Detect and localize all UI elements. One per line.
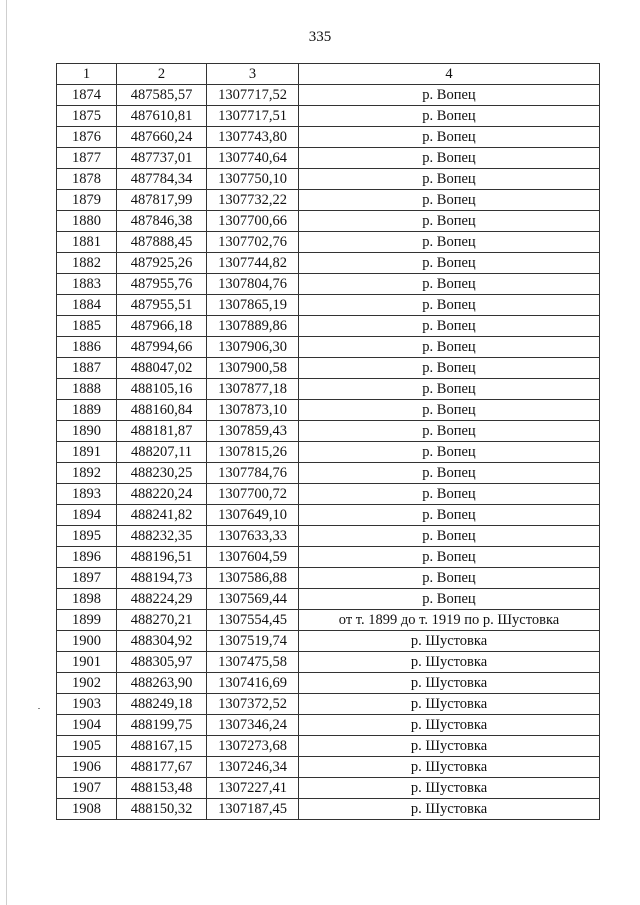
description-cell: р. Шустовка [299, 736, 600, 757]
description-cell: от т. 1899 до т. 1919 по р. Шустовка [299, 610, 600, 631]
coordinates-table [56, 63, 600, 820]
table-row [57, 757, 600, 778]
y-coordinate-cell: 1307873,10 [207, 400, 299, 421]
description-cell: р. Вопец [299, 442, 600, 463]
table-row [57, 568, 600, 589]
x-coordinate-cell: 487610,81 [117, 106, 207, 127]
y-coordinate-cell: 1307227,41 [207, 778, 299, 799]
y-coordinate-cell: 1307732,22 [207, 190, 299, 211]
point-number-cell: 1882 [57, 253, 117, 274]
description-cell: р. Вопец [299, 274, 600, 295]
table-row [57, 778, 600, 799]
column-header-description: 4 [299, 64, 600, 85]
y-coordinate-cell: 1307475,58 [207, 652, 299, 673]
description-cell: р. Вопец [299, 148, 600, 169]
table-row [57, 232, 600, 253]
table-row [57, 463, 600, 484]
y-coordinate-cell: 1307633,33 [207, 526, 299, 547]
point-number-cell: 1901 [57, 652, 117, 673]
point-number-cell: 1874 [57, 85, 117, 106]
point-number-cell: 1879 [57, 190, 117, 211]
x-coordinate-cell: 488153,48 [117, 778, 207, 799]
y-coordinate-cell: 1307906,30 [207, 337, 299, 358]
y-coordinate-cell: 1307702,76 [207, 232, 299, 253]
x-coordinate-cell: 487585,57 [117, 85, 207, 106]
y-coordinate-cell: 1307717,51 [207, 106, 299, 127]
point-number-cell: 1904 [57, 715, 117, 736]
table-row [57, 442, 600, 463]
point-number-cell: 1899 [57, 610, 117, 631]
description-cell: р. Вопец [299, 547, 600, 568]
description-cell: р. Вопец [299, 484, 600, 505]
table-row [57, 673, 600, 694]
x-coordinate-cell: 488220,24 [117, 484, 207, 505]
table-body [57, 85, 600, 820]
table-row [57, 400, 600, 421]
x-coordinate-cell: 487660,24 [117, 127, 207, 148]
y-coordinate-cell: 1307740,64 [207, 148, 299, 169]
point-number-cell: 1905 [57, 736, 117, 757]
y-coordinate-cell: 1307700,72 [207, 484, 299, 505]
description-cell: р. Шустовка [299, 757, 600, 778]
x-coordinate-cell: 487955,76 [117, 274, 207, 295]
y-coordinate-cell: 1307815,26 [207, 442, 299, 463]
description-cell: р. Вопец [299, 85, 600, 106]
table-row [57, 358, 600, 379]
table-row [57, 631, 600, 652]
x-coordinate-cell: 488249,18 [117, 694, 207, 715]
point-number-cell: 1903 [57, 694, 117, 715]
description-cell: р. Вопец [299, 463, 600, 484]
table-row [57, 295, 600, 316]
y-coordinate-cell: 1307700,66 [207, 211, 299, 232]
table-row [57, 505, 600, 526]
table-header-row [57, 64, 600, 85]
description-cell: р. Вопец [299, 316, 600, 337]
x-coordinate-cell: 488207,11 [117, 442, 207, 463]
table-row [57, 421, 600, 442]
y-coordinate-cell: 1307372,52 [207, 694, 299, 715]
description-cell: р. Вопец [299, 505, 600, 526]
description-cell: р. Вопец [299, 106, 600, 127]
column-header-y-coordinate: 3 [207, 64, 299, 85]
y-coordinate-cell: 1307743,80 [207, 127, 299, 148]
table-row [57, 652, 600, 673]
description-cell: р. Шустовка [299, 673, 600, 694]
point-number-cell: 1891 [57, 442, 117, 463]
x-coordinate-cell: 487737,01 [117, 148, 207, 169]
y-coordinate-cell: 1307519,74 [207, 631, 299, 652]
point-number-cell: 1881 [57, 232, 117, 253]
point-number-cell: 1893 [57, 484, 117, 505]
y-coordinate-cell: 1307416,69 [207, 673, 299, 694]
y-coordinate-cell: 1307649,10 [207, 505, 299, 526]
table-row [57, 799, 600, 820]
x-coordinate-cell: 488232,35 [117, 526, 207, 547]
x-coordinate-cell: 487817,99 [117, 190, 207, 211]
description-cell: р. Вопец [299, 295, 600, 316]
y-coordinate-cell: 1307859,43 [207, 421, 299, 442]
table-row [57, 190, 600, 211]
table-row [57, 316, 600, 337]
point-number-cell: 1900 [57, 631, 117, 652]
y-coordinate-cell: 1307346,24 [207, 715, 299, 736]
point-number-cell: 1886 [57, 337, 117, 358]
x-coordinate-cell: 488047,02 [117, 358, 207, 379]
point-number-cell: 1902 [57, 673, 117, 694]
y-coordinate-cell: 1307750,10 [207, 169, 299, 190]
description-cell: р. Шустовка [299, 799, 600, 820]
table-row [57, 484, 600, 505]
description-cell: р. Вопец [299, 400, 600, 421]
table-row [57, 736, 600, 757]
y-coordinate-cell: 1307744,82 [207, 253, 299, 274]
point-number-cell: 1898 [57, 589, 117, 610]
y-coordinate-cell: 1307900,58 [207, 358, 299, 379]
description-cell: р. Шустовка [299, 631, 600, 652]
point-number-cell: 1887 [57, 358, 117, 379]
description-cell: р. Вопец [299, 211, 600, 232]
description-cell: р. Вопец [299, 358, 600, 379]
x-coordinate-cell: 488270,21 [117, 610, 207, 631]
y-coordinate-cell: 1307246,34 [207, 757, 299, 778]
table-row [57, 715, 600, 736]
point-number-cell: 1908 [57, 799, 117, 820]
table-row [57, 211, 600, 232]
x-coordinate-cell: 488150,32 [117, 799, 207, 820]
description-cell: р. Вопец [299, 190, 600, 211]
point-number-cell: 1895 [57, 526, 117, 547]
x-coordinate-cell: 488241,82 [117, 505, 207, 526]
point-number-cell: 1897 [57, 568, 117, 589]
x-coordinate-cell: 488181,87 [117, 421, 207, 442]
table-row [57, 589, 600, 610]
table-row [57, 379, 600, 400]
description-cell: р. Шустовка [299, 694, 600, 715]
table-row [57, 547, 600, 568]
x-coordinate-cell: 488199,75 [117, 715, 207, 736]
x-coordinate-cell: 487888,45 [117, 232, 207, 253]
point-number-cell: 1885 [57, 316, 117, 337]
x-coordinate-cell: 488305,97 [117, 652, 207, 673]
point-number-cell: 1875 [57, 106, 117, 127]
x-coordinate-cell: 487966,18 [117, 316, 207, 337]
point-number-cell: 1876 [57, 127, 117, 148]
x-coordinate-cell: 488194,73 [117, 568, 207, 589]
description-cell: р. Шустовка [299, 778, 600, 799]
page-edge-line [6, 0, 7, 905]
description-cell: р. Вопец [299, 337, 600, 358]
scan-speck [38, 708, 40, 709]
point-number-cell: 1884 [57, 295, 117, 316]
description-cell: р. Вопец [299, 379, 600, 400]
table-row [57, 85, 600, 106]
y-coordinate-cell: 1307273,68 [207, 736, 299, 757]
y-coordinate-cell: 1307717,52 [207, 85, 299, 106]
x-coordinate-cell: 487784,34 [117, 169, 207, 190]
table-row [57, 337, 600, 358]
description-cell: р. Шустовка [299, 715, 600, 736]
point-number-cell: 1877 [57, 148, 117, 169]
column-header-x-coordinate: 2 [117, 64, 207, 85]
point-number-cell: 1883 [57, 274, 117, 295]
point-number-cell: 1890 [57, 421, 117, 442]
point-number-cell: 1892 [57, 463, 117, 484]
table-row [57, 274, 600, 295]
point-number-cell: 1888 [57, 379, 117, 400]
x-coordinate-cell: 488167,15 [117, 736, 207, 757]
table-row [57, 169, 600, 190]
table-row [57, 526, 600, 547]
x-coordinate-cell: 488177,67 [117, 757, 207, 778]
table-row [57, 148, 600, 169]
point-number-cell: 1894 [57, 505, 117, 526]
x-coordinate-cell: 488230,25 [117, 463, 207, 484]
description-cell: р. Шустовка [299, 652, 600, 673]
x-coordinate-cell: 488304,92 [117, 631, 207, 652]
y-coordinate-cell: 1307804,76 [207, 274, 299, 295]
y-coordinate-cell: 1307877,18 [207, 379, 299, 400]
point-number-cell: 1889 [57, 400, 117, 421]
y-coordinate-cell: 1307604,59 [207, 547, 299, 568]
x-coordinate-cell: 488196,51 [117, 547, 207, 568]
description-cell: р. Вопец [299, 568, 600, 589]
y-coordinate-cell: 1307784,76 [207, 463, 299, 484]
description-cell: р. Вопец [299, 421, 600, 442]
point-number-cell: 1880 [57, 211, 117, 232]
table-row [57, 610, 600, 631]
table-row [57, 694, 600, 715]
x-coordinate-cell: 488105,16 [117, 379, 207, 400]
x-coordinate-cell: 487994,66 [117, 337, 207, 358]
description-cell: р. Вопец [299, 589, 600, 610]
point-number-cell: 1878 [57, 169, 117, 190]
x-coordinate-cell: 488263,90 [117, 673, 207, 694]
y-coordinate-cell: 1307586,88 [207, 568, 299, 589]
description-cell: р. Вопец [299, 526, 600, 547]
description-cell: р. Вопец [299, 253, 600, 274]
description-cell: р. Вопец [299, 169, 600, 190]
y-coordinate-cell: 1307187,45 [207, 799, 299, 820]
y-coordinate-cell: 1307569,44 [207, 589, 299, 610]
point-number-cell: 1906 [57, 757, 117, 778]
x-coordinate-cell: 488160,84 [117, 400, 207, 421]
x-coordinate-cell: 487925,26 [117, 253, 207, 274]
table-row [57, 127, 600, 148]
x-coordinate-cell: 487955,51 [117, 295, 207, 316]
description-cell: р. Вопец [299, 232, 600, 253]
y-coordinate-cell: 1307865,19 [207, 295, 299, 316]
x-coordinate-cell: 488224,29 [117, 589, 207, 610]
y-coordinate-cell: 1307889,86 [207, 316, 299, 337]
column-header-point-number: 1 [57, 64, 117, 85]
table-row [57, 106, 600, 127]
y-coordinate-cell: 1307554,45 [207, 610, 299, 631]
point-number-cell: 1896 [57, 547, 117, 568]
table-row [57, 253, 600, 274]
page-number: 335 [308, 29, 332, 45]
x-coordinate-cell: 487846,38 [117, 211, 207, 232]
description-cell: р. Вопец [299, 127, 600, 148]
point-number-cell: 1907 [57, 778, 117, 799]
